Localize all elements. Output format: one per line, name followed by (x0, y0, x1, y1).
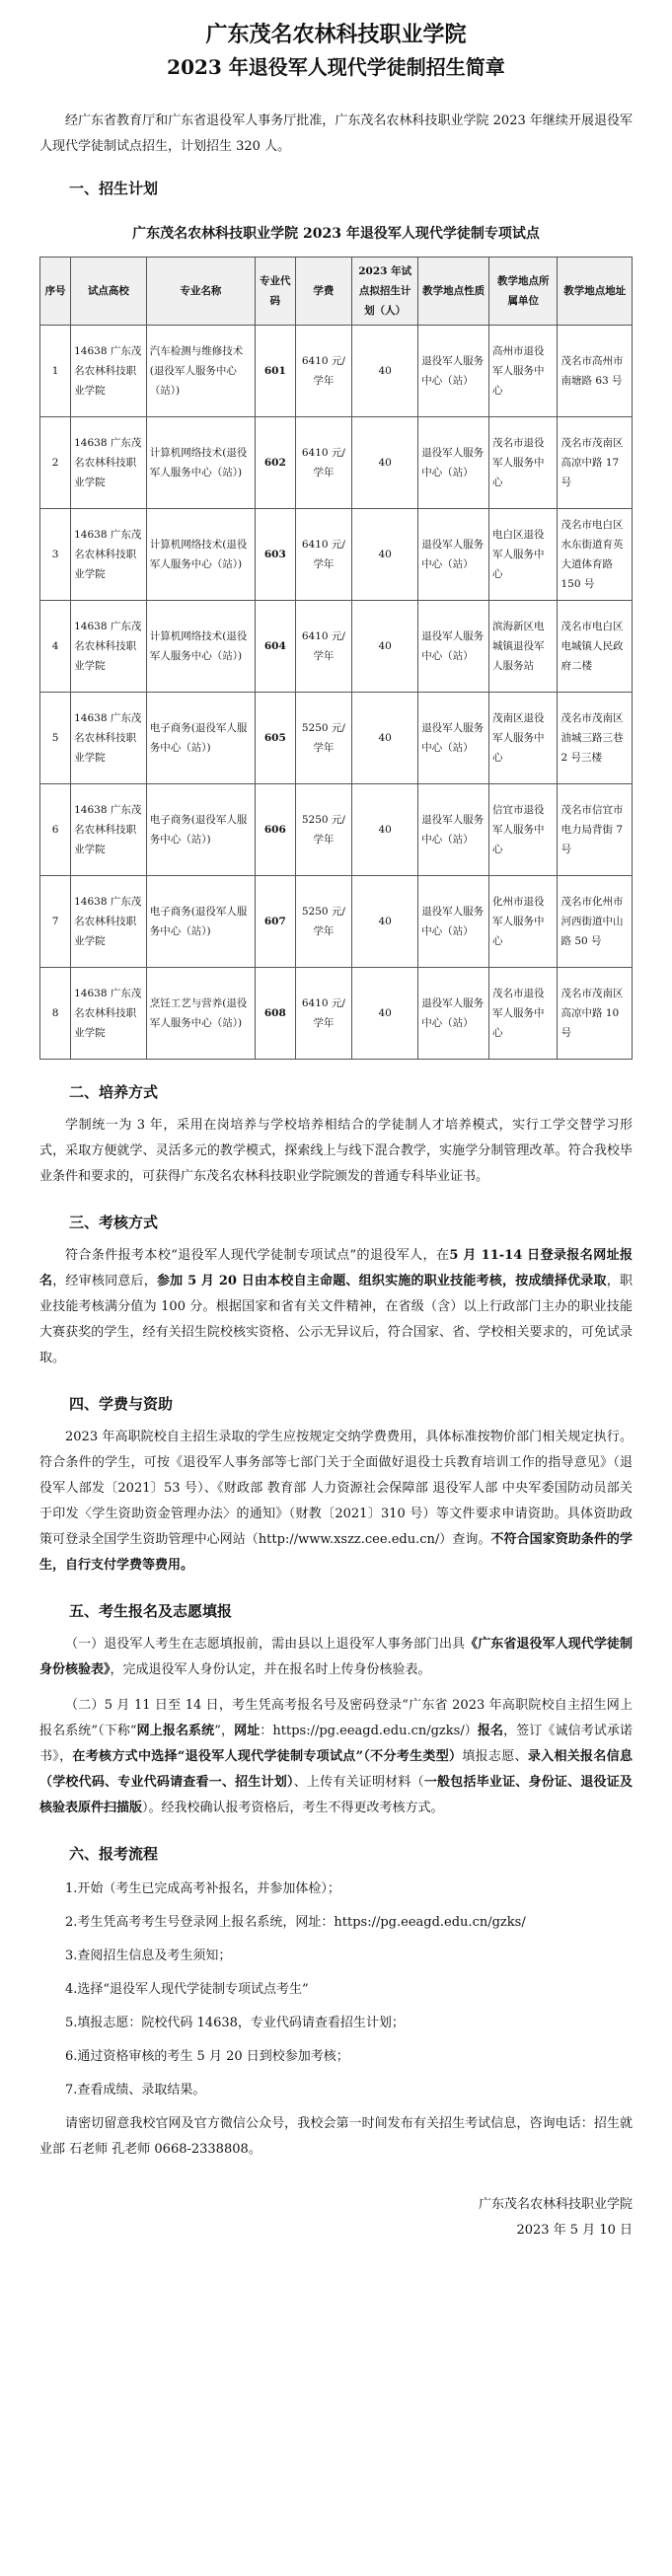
section5-paragraph-1 (39, 1632, 633, 1683)
flow-step-3: 3.查阅招生信息及考生须知； (65, 1949, 232, 1963)
section4-heading: 四、学费与资助 (69, 1395, 174, 1413)
table-row (40, 968, 633, 1060)
table-cell: 茂名市电白区水东街道育英大道体育路 150 号 (558, 509, 633, 601)
section5-heading: 五、考生报名及志愿填报 (69, 1602, 233, 1620)
table-cell: 40 (352, 968, 418, 1060)
table-cell: 6 (40, 784, 71, 876)
table-cell: 6410 元/学年 (295, 326, 351, 417)
flow-step-6: 6.通过资格审核的考生 5 月 20 日到校参加考核； (65, 2049, 349, 2064)
bold-run: 5 月 11-14 日登录报名网址报名 (39, 1248, 634, 1288)
issue-date: 2023 年 5 月 10 日 (516, 2223, 633, 2238)
table-cell: 40 (352, 784, 418, 876)
table-cell: 605 (255, 693, 295, 784)
table-row (40, 784, 633, 876)
bold-run: 在考核方式中选择“退役军人现代学徒制专项试点”（不分考生类型） (72, 1749, 463, 1764)
text-run: ，职业技能考核满分值为 100 分。根据国家和省有关文件精神，在省级（含）以上行政部门主办的职业技能大赛获奖的学生，经有关招生院校核实资格、公示无异议后，符合国家、省、学校相关要求的，可免试录取。 (39, 1274, 633, 1365)
table-cell: 2 (40, 417, 71, 509)
header-cell: 序号 (40, 258, 71, 326)
table-cell: 3 (40, 509, 71, 601)
table-row (40, 601, 633, 693)
table-cell: 14638 广东茂名农林科技职业学院 (71, 509, 147, 601)
table-cell: 14638 广东茂名农林科技职业学院 (71, 784, 147, 876)
table-cell: 5250 元/学年 (295, 876, 351, 968)
table-cell: 40 (352, 417, 418, 509)
flow-step-2: 2.考生凭高考考生号登录网上报名系统，网址：https://pg.eeagd.edu.cn/gzks/ (65, 1915, 526, 1930)
table-cell: 茂名市茂南区高凉中路 17 号 (558, 417, 633, 509)
table-cell: 信宜市退役军人服务中心 (489, 784, 558, 876)
table-cell: 606 (255, 784, 295, 876)
table-header-row (40, 258, 633, 326)
text-run: ”， (214, 1724, 235, 1738)
table-cell: 计算机网络技术(退役军人服务中心（站）) (146, 417, 255, 509)
section3-paragraph (39, 1243, 633, 1371)
table-row (40, 509, 633, 601)
table-cell: 电子商务(退役军人服务中心（站）) (146, 876, 255, 968)
closing-paragraph: 请密切留意我校官网及官方微信公众号，我校会第一时间发布有关招生考试信息，咨询电话：招生就业部 石老师 孔老师 0668-2338808。 (39, 2116, 633, 2157)
table-cell: 601 (255, 326, 295, 417)
table-cell: 退役军人服务中心（站） (418, 784, 489, 876)
table-cell: 退役军人服务中心（站） (418, 509, 489, 601)
table-cell: 14638 广东茂名农林科技职业学院 (71, 601, 147, 693)
flow-step-4: 4.选择“退役军人现代学徒制专项试点考生” (65, 1982, 309, 1997)
table-cell: 电子商务(退役军人服务中心（站）) (146, 784, 255, 876)
table-row (40, 876, 633, 968)
bold-run: 网址 (234, 1724, 261, 1738)
table-cell: 茂名市茂南区高凉中路 10 号 (558, 968, 633, 1060)
header-cell: 学费 (295, 258, 351, 326)
issuer-signature: 广东茂名农林科技职业学院 (478, 2197, 633, 2212)
bold-run: 报名 (477, 1724, 504, 1738)
section1-heading: 一、招生计划 (69, 180, 159, 197)
table-cell: 604 (255, 601, 295, 693)
bold-run: 网上报名系统 (136, 1724, 215, 1738)
table-cell: 6410 元/学年 (295, 509, 351, 601)
flow-step-1: 1.开始（考生已完成高考补报名，并参加体检）； (65, 1881, 340, 1896)
bold-run: 不符合国家资助条件的学生，自行支付学费等费用。 (39, 1532, 633, 1573)
table-cell: 茂名市退役军人服务中心 (489, 968, 558, 1060)
section2-heading: 二、培养方式 (69, 1083, 159, 1101)
text-run: 符合条件报考本校“退役军人现代学徒制专项试点”的退役军人，在 (65, 1248, 450, 1263)
flow-step-7: 7.查看成绩、录取结果。 (65, 2083, 206, 2098)
table-cell: 14638 广东茂名农林科技职业学院 (71, 693, 147, 784)
header-cell: 教学地点所属单位 (489, 258, 558, 326)
section5-paragraph-2 (39, 1693, 633, 1821)
table-cell: 计算机网络技术(退役军人服务中心（站）) (146, 601, 255, 693)
section6-heading: 六、报考流程 (69, 1845, 159, 1863)
table-cell: 6410 元/学年 (295, 968, 351, 1060)
table-cell: 退役军人服务中心（站） (418, 693, 489, 784)
table-cell: 4 (40, 601, 71, 693)
text-run: ，签订《诚信考试承诺书》， (39, 1724, 633, 1764)
table-cell: 607 (255, 876, 295, 968)
table-cell: 烹饪工艺与营养(退役军人服务中心（站）) (146, 968, 255, 1060)
text-run: ：https://pg.eeagd.edu.cn/gzks/） (260, 1724, 478, 1738)
flow-step-5: 5.填报志愿：院校代码 14638，专业代码请查看招生计划； (65, 2016, 405, 2030)
table-cell: 14638 广东茂名农林科技职业学院 (71, 968, 147, 1060)
text-run: 、上传有关证明材料（ (293, 1775, 424, 1790)
bold-run: 一般包括毕业证、身份证、退役证及核验表原件扫描版 (39, 1775, 633, 1815)
table-cell: 5250 元/学年 (295, 693, 351, 784)
table-cell: 6410 元/学年 (295, 417, 351, 509)
section3-heading: 三、考核方式 (69, 1214, 159, 1231)
table-row (40, 693, 633, 784)
section4-paragraph (39, 1425, 633, 1579)
table-cell: 603 (255, 509, 295, 601)
table-cell: 40 (352, 601, 418, 693)
table-cell: 5 (40, 693, 71, 784)
table-cell: 茂名市高州市南塘路 63 号 (558, 326, 633, 417)
table-cell: 40 (352, 326, 418, 417)
intro-paragraph: 经广东省教育厅和广东省退役军人事务厅批准，广东茂名农林科技职业学院 2023 年继续开展退役军人现代学徒制试点招生，计划招生 320 人。 (39, 113, 633, 154)
text-run: ，经审核同意后， (52, 1274, 157, 1288)
text-run: ，完成退役军人身份认定，并在报名时上传身份核验表。 (110, 1662, 431, 1677)
bold-run: 录入相关报名信息（学校代码、专业代码请查看一、招生计划） (39, 1749, 633, 1790)
table-cell: 14638 广东茂名农林科技职业学院 (71, 417, 147, 509)
table-cell: 退役军人服务中心（站） (418, 601, 489, 693)
plan-table-title: 广东茂名农林科技职业学院 2023 年退役军人现代学徒制专项试点 (132, 226, 540, 242)
table-row (40, 417, 633, 509)
table-cell: 40 (352, 876, 418, 968)
table-cell: 1 (40, 326, 71, 417)
text-run: ）。经我校确认报考资格后，考生不得更改考核方式。 (142, 1801, 444, 1815)
section2-paragraph: 学制统一为 3 年，采用在岗培养与学校培养相结合的学徒制人才培养模式，实行工学交替学习形式，采取方便就学、灵活多元的教学模式，探索线上与线下混合教学，实施学分制管理改革。符合我校毕业条件和要求的，可获得广东茂名农林科技职业学院颁发的普通专科毕业证书。 (39, 1118, 633, 1184)
table-cell: 高州市退役军人服务中心 (489, 326, 558, 417)
table-cell: 退役军人服务中心（站） (418, 968, 489, 1060)
table-cell: 茂南区退役军人服务中心 (489, 693, 558, 784)
text-run: 2023 年高职院校自主招生录取的学生应按规定交纳学费费用，具体标准按物价部门相关规定执行。符合条件的学生，可按《退役军人事务部等七部门关于全面做好退役士兵教育培训工作的指导意见》（退役军人部发〔2021〕53 号）、《财政部 教育部 人力资源社会保障部 退役军人部 中央军委国防动员部关于印发〈学生资助资金管理办法〉的通知》（财教〔2021〕310 号）等文件要求申请资助。具体资助政策可登录全国学生资助管理中心网站（http://www.xszz.cee.edu.cn/）查询。 (39, 1430, 633, 1547)
table-cell: 茂名市退役军人服务中心 (489, 417, 558, 509)
table-cell: 608 (255, 968, 295, 1060)
table-cell: 茂名市电白区电城镇人民政府二楼 (558, 601, 633, 693)
table-row (40, 326, 633, 417)
table-cell: 40 (352, 693, 418, 784)
document-subtitle: 2023 年退役军人现代学徒制招生简章 (167, 55, 505, 79)
header-cell: 专业名称 (146, 258, 255, 326)
header-cell: 教学地点性质 (418, 258, 489, 326)
table-cell: 电白区退役军人服务中心 (489, 509, 558, 601)
table-cell: 6410 元/学年 (295, 601, 351, 693)
header-cell: 2023 年试点拟招生计划（人） (352, 258, 418, 326)
table-cell: 茂名市茂南区油城三路三巷 2 号三楼 (558, 693, 633, 784)
header-cell: 专业代码 (255, 258, 295, 326)
table-cell: 汽车检测与维修技术(退役军人服务中心（站）) (146, 326, 255, 417)
table-cell: 退役军人服务中心（站） (418, 417, 489, 509)
table-cell: 14638 广东茂名农林科技职业学院 (71, 326, 147, 417)
table-cell: 602 (255, 417, 295, 509)
table-cell: 5250 元/学年 (295, 784, 351, 876)
table-cell: 退役军人服务中心（站） (418, 326, 489, 417)
text-run: （二）5 月 11 日至 14 日，考生凭高考报名号及密码登录“广东省 2023 年高职院校自主招生网上报名系统”（下称“ (39, 1698, 633, 1738)
table-cell: 7 (40, 876, 71, 968)
table-cell: 14638 广东茂名农林科技职业学院 (71, 876, 147, 968)
table-cell: 8 (40, 968, 71, 1060)
document-title: 广东茂名农林科技职业学院 (205, 22, 467, 47)
text-run: （一）退役军人考生在志愿填报前，需由县以上退役军人事务部门出具 (65, 1637, 466, 1652)
table-cell: 茂名市化州市河西街道中山路 50 号 (558, 876, 633, 968)
table-cell: 计算机网络技术(退役军人服务中心（站）) (146, 509, 255, 601)
table-cell: 40 (352, 509, 418, 601)
header-cell: 教学地点地址 (558, 258, 633, 326)
bold-run: 《广东省退役军人现代学徒制身份核验表》 (39, 1637, 633, 1677)
table-cell: 化州市退役军人服务中心 (489, 876, 558, 968)
enrollment-plan-table (39, 257, 633, 1060)
text-run: 填报志愿、 (462, 1749, 528, 1764)
bold-run: 参加 5 月 20 日由本校自主命题、组织实施的职业技能考核，按成绩择优录取 (156, 1274, 607, 1288)
table-cell: 茂名市信宜市电力局背街 7 号 (558, 784, 633, 876)
header-cell: 试点高校 (71, 258, 147, 326)
table-cell: 电子商务(退役军人服务中心（站）) (146, 693, 255, 784)
table-cell: 滨海新区电城镇退役军人服务站 (489, 601, 558, 693)
table-cell: 退役军人服务中心（站） (418, 876, 489, 968)
